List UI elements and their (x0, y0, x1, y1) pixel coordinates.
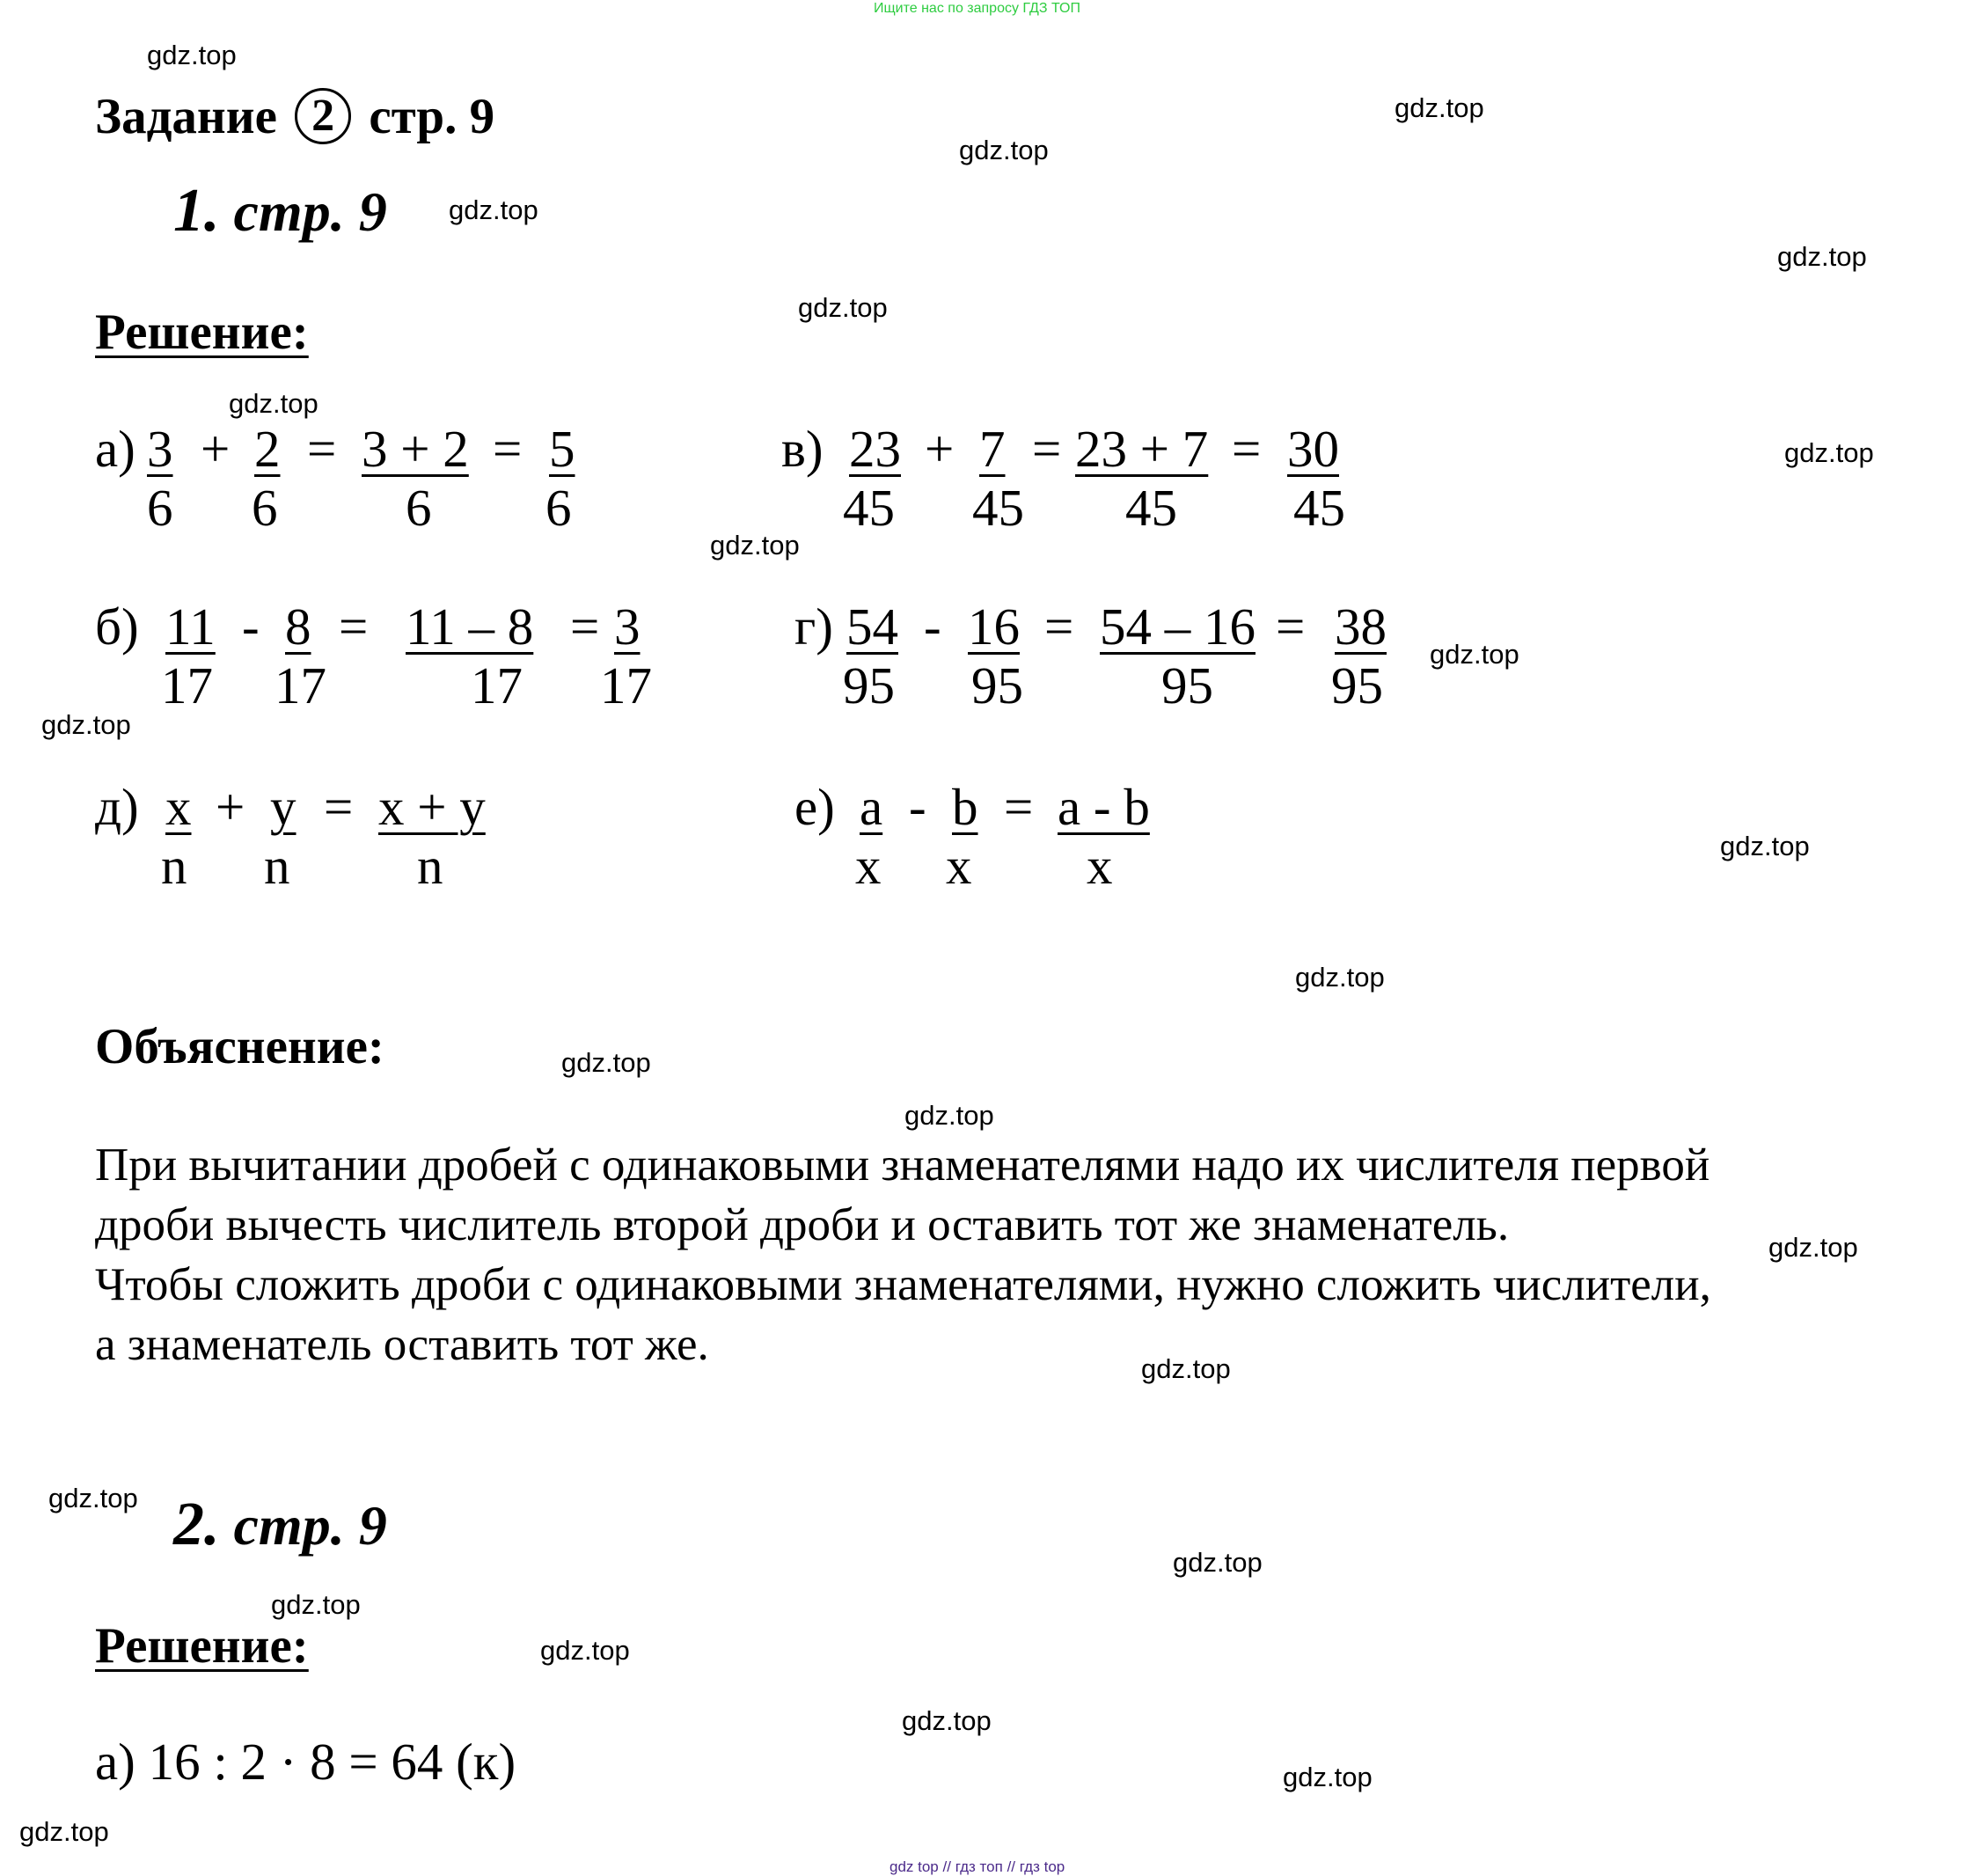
watermark: gdz.top (1768, 1232, 1858, 1263)
part2-number: 2. (173, 1491, 220, 1558)
footer-link[interactable]: гдз top (1019, 1858, 1065, 1875)
denominator: 6 (147, 479, 173, 537)
numerator: 7 (979, 420, 1006, 478)
watermark: gdz.top (1777, 241, 1867, 272)
denominator: 17 (161, 656, 213, 714)
operator: + (201, 420, 231, 478)
numerator: 54 – 16 (1100, 597, 1256, 656)
denominator: 6 (545, 479, 572, 537)
numerator: y (270, 778, 296, 836)
denominator: x (1087, 837, 1113, 895)
explanation-text (95, 1135, 1943, 1374)
denominator: n (161, 837, 187, 895)
numerator: 3 + 2 (362, 420, 469, 478)
numerator: 11 (165, 597, 216, 656)
eq-label: г) (794, 597, 833, 656)
equals-sign: = (339, 597, 369, 656)
part1-page: стр. 9 (233, 180, 387, 243)
watermark: gdz.top (229, 388, 318, 419)
part2-solution-label: Решение: (95, 1618, 309, 1674)
watermark: gdz.top (449, 194, 538, 225)
numerator: 23 + 7 (1075, 420, 1209, 478)
equals-sign: = (570, 597, 600, 656)
numerator: a (860, 778, 883, 836)
numerator: x (165, 778, 192, 836)
watermark: gdz.top (1173, 1547, 1263, 1578)
watermark: gdz.top (1784, 437, 1874, 468)
watermark: gdz.top (904, 1100, 994, 1131)
watermark: gdz.top (147, 40, 237, 70)
numerator: 2 (254, 420, 281, 478)
numerator: 30 (1287, 420, 1339, 478)
eq-label: в) (781, 420, 824, 478)
explanation-line: При вычитании дробей с одинаковыми знаменателями надо их числителя первой (95, 1140, 1710, 1191)
watermark: gdz.top (1295, 962, 1385, 993)
denominator: 6 (406, 479, 432, 537)
watermark: gdz.top (48, 1483, 138, 1513)
equals-sign: = (1032, 420, 1062, 478)
numerator: 38 (1335, 597, 1387, 656)
denominator: 95 (1161, 656, 1213, 714)
watermark: gdz.top (19, 1816, 109, 1847)
watermark: gdz.top (1720, 831, 1810, 861)
equals-sign: = (324, 778, 354, 836)
footer-links (889, 1858, 1065, 1876)
task-page: стр. 9 (369, 89, 495, 144)
watermark: gdz.top (1430, 639, 1519, 670)
eq-label: е) (794, 778, 835, 836)
operator: - (909, 778, 926, 836)
footer-separator: // (942, 1858, 951, 1875)
watermark: gdz.top (1395, 92, 1484, 123)
watermark: gdz.top (271, 1589, 361, 1620)
operator: + (216, 778, 245, 836)
watermark: gdz.top (959, 135, 1049, 165)
numerator: 3 (147, 420, 173, 478)
denominator: 17 (275, 656, 326, 714)
numerator: 5 (549, 420, 575, 478)
denominator: 95 (1331, 656, 1383, 714)
part2-page: стр. 9 (233, 1494, 387, 1557)
numerator: 16 (968, 597, 1020, 656)
denominator: 17 (471, 656, 523, 714)
denominator: x (946, 837, 972, 895)
footer-link[interactable]: гдз топ (955, 1858, 1003, 1875)
top-banner-link[interactable]: Ищите нас по запросу ГДЗ ТОП (874, 1, 1080, 16)
numerator: 54 (846, 597, 898, 656)
part1-heading (173, 176, 387, 246)
equals-sign: = (1044, 597, 1074, 656)
watermark: gdz.top (798, 292, 888, 323)
watermark: gdz.top (1283, 1762, 1373, 1792)
watermark: gdz.top (902, 1705, 992, 1736)
denominator: 45 (1125, 479, 1177, 537)
watermark: gdz.top (540, 1635, 630, 1666)
explanation-line: Чтобы сложить дроби с одинаковыми знаменателями, нужно сложить числители, (95, 1259, 1711, 1310)
numerator: 3 (614, 597, 641, 656)
footer-separator: // (1007, 1858, 1016, 1875)
eq-label: д) (95, 778, 139, 836)
numerator: 8 (285, 597, 311, 656)
part1-solution-label: Решение: (95, 304, 309, 360)
equals-sign: = (307, 420, 337, 478)
explanation-line: дроби вычесть числитель второй дроби и оставить тот же знаменатель. (95, 1199, 1510, 1250)
task-heading (95, 88, 494, 150)
denominator: 6 (252, 479, 278, 537)
numerator: 23 (849, 420, 901, 478)
footer-link[interactable]: gdz top (889, 1858, 939, 1875)
denominator: 17 (600, 656, 652, 714)
watermark: gdz.top (710, 530, 800, 561)
part2-line-a: а) 16 : 2 · 8 = 64 (к) (95, 1733, 516, 1791)
watermark: gdz.top (41, 709, 131, 740)
equals-sign: = (493, 420, 523, 478)
task-number-circle: 2 (295, 88, 351, 144)
part2-heading (173, 1490, 387, 1560)
numerator: a - b (1058, 778, 1150, 836)
numerator: 11 – 8 (406, 597, 534, 656)
equals-sign: = (1276, 597, 1306, 656)
equals-sign: = (1004, 778, 1034, 836)
task-word: Задание (95, 89, 277, 144)
operator: + (925, 420, 955, 478)
denominator: 95 (843, 656, 895, 714)
eq-label: б) (95, 597, 139, 656)
watermark: gdz.top (1141, 1353, 1231, 1384)
denominator: 45 (972, 479, 1024, 537)
numerator: b (952, 778, 978, 836)
operator: - (242, 597, 260, 656)
numerator: x + y (378, 778, 486, 836)
explanation-line: а знаменатель оставить тот же. (95, 1319, 709, 1370)
eq-label: а) (95, 420, 135, 478)
denominator: n (264, 837, 290, 895)
denominator: 45 (843, 479, 895, 537)
equals-sign: = (1232, 420, 1262, 478)
watermark: gdz.top (561, 1047, 651, 1078)
denominator: x (855, 837, 882, 895)
explanation-label: Объяснение: (95, 1019, 384, 1074)
denominator: 45 (1293, 479, 1345, 537)
denominator: n (417, 837, 443, 895)
denominator: 95 (971, 656, 1023, 714)
part1-number: 1. (173, 177, 220, 245)
operator: - (924, 597, 941, 656)
